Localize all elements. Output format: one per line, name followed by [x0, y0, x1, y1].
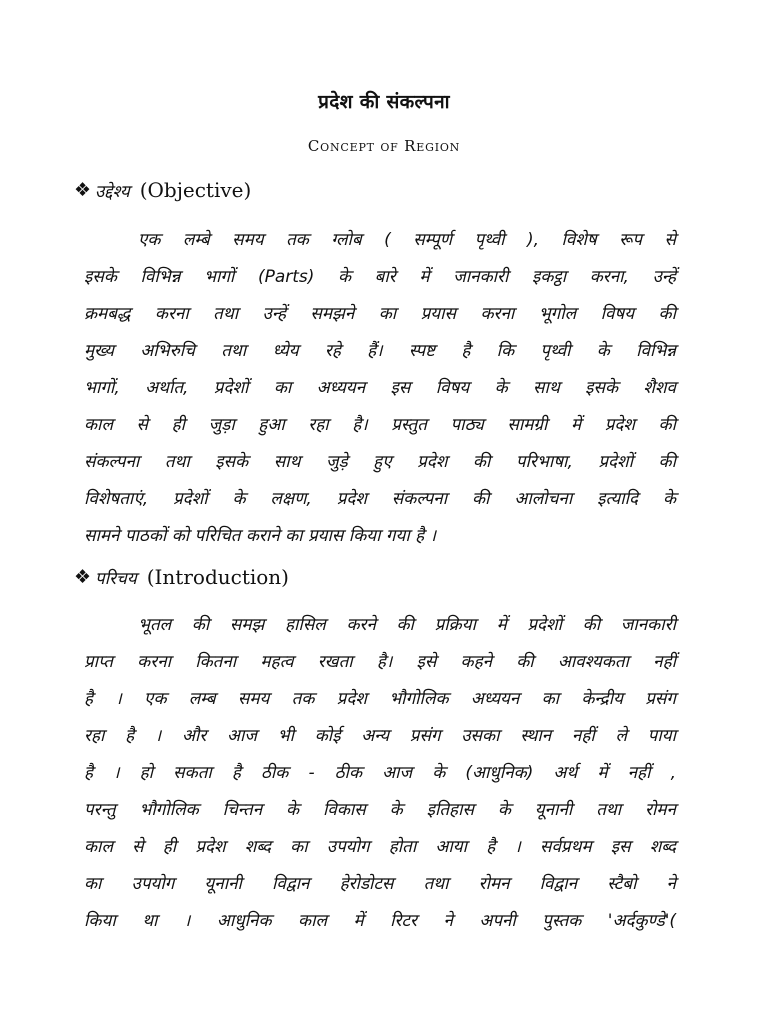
heading-hindi: उद्देश्य	[95, 181, 130, 202]
paragraph-line: रहा है । और आज भी कोई अन्य प्रसंग उसका स्थान नहीं ले पाया	[84, 726, 676, 746]
diamond-bullet-icon: ❖	[74, 566, 92, 588]
paragraph-line: इसके विभिन्न भागों (Parts) के बारे में जानकारी इकट्ठा करना, उन्हें	[84, 267, 676, 287]
heading-hindi: परिचय	[95, 568, 137, 589]
paragraph-line: का उपयोग यूनानी विद्वान हेरोडोटस तथा रोमन विद्वान स्टैबो ने	[84, 874, 676, 894]
heading-english: (Introduction)	[146, 565, 289, 589]
section-heading-objective	[74, 176, 251, 204]
paragraph-line: परन्तु भौगोलिक चिन्तन के विकास के इतिहास के यूनानी तथा रोमन	[84, 800, 676, 820]
paragraph-line: भूतल की समझ हासिल करने की प्रक्रिया में प्रदेशों की जानकारी	[138, 615, 676, 635]
diamond-bullet-icon: ❖	[74, 179, 92, 201]
paragraph-line: भागों, अर्थात, प्रदेशों का अध्ययन इस विषय के साथ इसके शैशव	[84, 378, 676, 398]
section-heading-introduction	[74, 563, 289, 591]
paragraph-line: काल से ही जुड़ा हुआ रहा है। प्रस्तुत पाठ्य सामग्री में प्रदेश की	[84, 415, 676, 435]
paragraph-line: काल से ही प्रदेश शब्द का उपयोग होता आया है । सर्वप्रथम इस शब्द	[84, 837, 676, 857]
paragraph-line: विशेषताएं, प्रदेशों के लक्षण, प्रदेश संकल्पना की आलोचना इत्यादि के	[84, 489, 676, 509]
paragraph-line: किया था । आधुनिक काल में रिटर ने अपनी पुस्तक 'अर्दकुण्डे'(	[84, 911, 676, 931]
heading-english: (Objective)	[139, 178, 252, 202]
paragraph-line: है । हो सकता है ठीक - ठीक आज के (आधुनिक) अर्थ में नहीं ,	[84, 763, 676, 783]
paragraph-line: सामने पाठकों को परिचित कराने का प्रयास किया गया है ।	[84, 526, 437, 546]
paragraph-line: संकल्पना तथा इसके साथ जुड़े हुए प्रदेश की परिभाषा, प्रदेशों की	[84, 452, 676, 472]
page-title: प्रदेश की संकल्पना	[318, 91, 450, 113]
paragraph-line: है । एक लम्ब समय तक प्रदेश भौगोलिक अध्ययन का केन्द्रीय प्रसंग	[84, 689, 676, 709]
paragraph-line: प्राप्त करना कितना महत्व रखता है। इसे कहने की आवश्यकता नहीं	[84, 652, 676, 672]
paragraph-line: एक लम्बे समय तक ग्लोब ( सम्पूर्ण पृथ्वी ), विशेष रूप से	[138, 230, 676, 250]
paragraph-line: क्रमबद्ध करना तथा उन्हें समझने का प्रयास करना भूगोल विषय की	[84, 304, 676, 324]
page-subtitle: Concept of Region	[307, 137, 461, 155]
paragraph-line: मुख्य अभिरुचि तथा ध्येय रहे हैं। स्पष्ट है कि पृथ्वी के विभिन्न	[84, 341, 676, 361]
